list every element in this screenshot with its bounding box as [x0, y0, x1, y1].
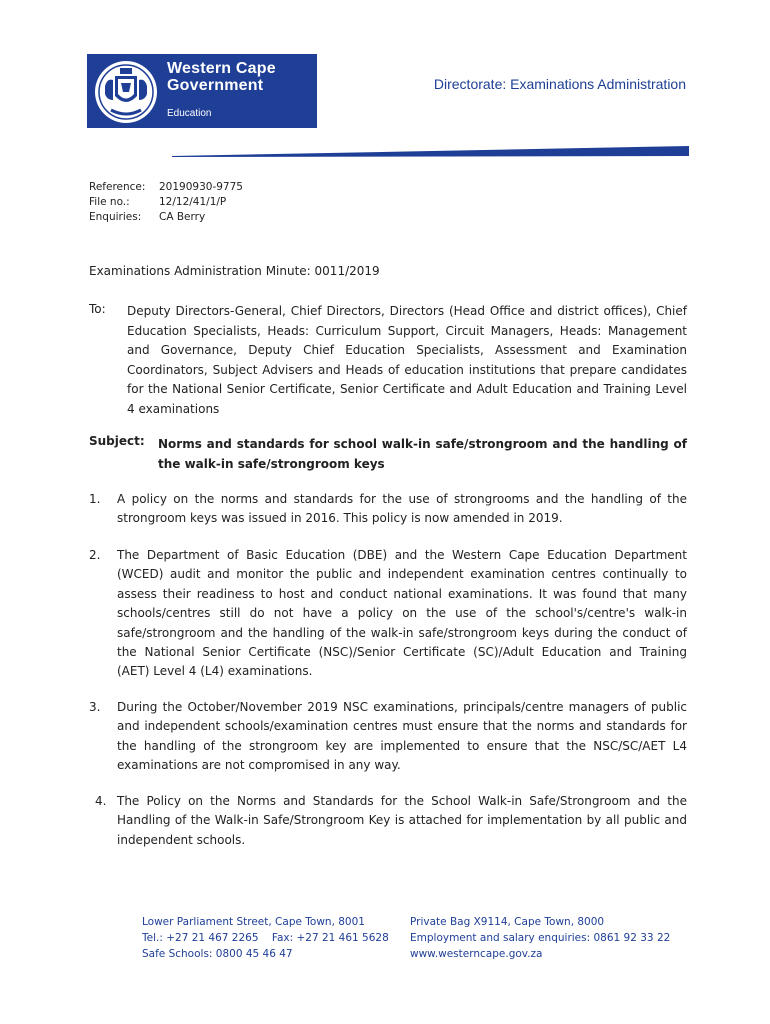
ref-label: File no.: — [89, 196, 130, 208]
footer-right — [410, 914, 670, 962]
file-no-row — [89, 195, 243, 210]
paragraph-1 — [89, 490, 687, 529]
footer-safe-schools: Safe Schools: 0800 45 46 47 — [142, 948, 293, 960]
footer-left — [142, 914, 389, 962]
footer-website-link[interactable]: www.westerncape.gov.za — [410, 948, 543, 960]
paragraph-text: The Policy on the Norms and Standards for the School Walk-in Safe/Strongroom and the Handling of the Walk-in Safe/Strongroom Key is attached for implementation by all public and independent schools. — [117, 794, 687, 847]
paragraph-text: A policy on the norms and standards for the use of strongrooms and the handling of the strongroom keys was issued in 2016. This policy is now amended in 2019. — [117, 492, 687, 526]
ref-value: CA Berry — [159, 211, 206, 223]
logo-title — [167, 60, 276, 94]
paragraph-number: 3. — [89, 700, 101, 714]
ref-value: 20190930-9775 — [159, 181, 243, 193]
reference-block — [89, 180, 243, 225]
paragraph-text: During the October/November 2019 NSC examinations, principals/centre managers of public and independent schools/examination centres must ensure that the norms and standards for the handling of the strongroom key are implemented to ensure that the NSC/SC/AET L4 examinations are not compromised in any way. — [117, 700, 687, 773]
logo-line1: Western Cape — [167, 60, 276, 77]
to-recipients: Deputy Directors-General, Chief Directors, Directors (Head Office and district offices), Chief Education Specialists, Heads: Curriculum Support, Circuit Managers, Heads: Management and Governance, Deputy Chief Education Specialists, Assessment and Examination Coordinators, Subject Advisers and Heads of education institutions that prepare candidates for the National Senior Certificate, Senior Certificate and Adult Education and Training Level 4 examinations — [127, 304, 687, 416]
logo-banner — [87, 54, 317, 128]
logo-subtitle: Education — [167, 108, 212, 119]
footer-phone: Tel.: +27 21 467 2265 Fax: +27 21 461 5628 — [142, 932, 389, 944]
logo-line2: Government — [167, 77, 264, 94]
footer-postal: Private Bag X9114, Cape Town, 8000 — [410, 916, 605, 928]
paragraph-number: 1. — [89, 492, 101, 506]
paragraph-number: 4. — [95, 794, 107, 808]
enquiries-row — [89, 210, 243, 225]
paragraph-2 — [89, 546, 687, 682]
coat-of-arms-icon — [91, 56, 161, 126]
ref-value: 12/12/41/1/P — [159, 196, 227, 208]
directorate-title: Directorate: Examinations Administration — [433, 76, 686, 92]
footer-employment: Employment and salary enquiries: 0861 92 33 22 — [410, 932, 671, 944]
ref-label: Enquiries: — [89, 211, 142, 223]
paragraph-4 — [89, 792, 687, 850]
footer-address: Lower Parliament Street, Cape Town, 8001 — [142, 916, 365, 928]
paragraph-text: The Department of Basic Education (DBE) and the Western Cape Education Department (WCED) audit and monitor the public and independent examination centres continually to assess their readiness to host and conduct national examinations. It was found that many schools/centres still do not have a policy on the use of the school's/centre's walk-in safe/strongroom and the handling of the walk-in safe/strongroom keys during the conduct of the National Senior Certificate (NSC)/Senior Certificate (SC)/Adult Education and Training (AET) Level 4 (L4) examinations. — [117, 548, 687, 679]
paragraph-number: 2. — [89, 548, 101, 562]
minute-title: Examinations Administration Minute: 0011/2019 — [89, 264, 380, 278]
header-rule — [172, 146, 689, 158]
ref-label: Reference: — [89, 181, 146, 193]
reference-row — [89, 180, 243, 195]
subject-label: Subject: — [89, 434, 145, 448]
to-label: To: — [89, 302, 106, 316]
paragraph-3 — [89, 698, 687, 776]
subject-text: Norms and standards for school walk-in safe/strongroom and the handling of the walk-in safe/strongroom keys — [158, 437, 687, 471]
